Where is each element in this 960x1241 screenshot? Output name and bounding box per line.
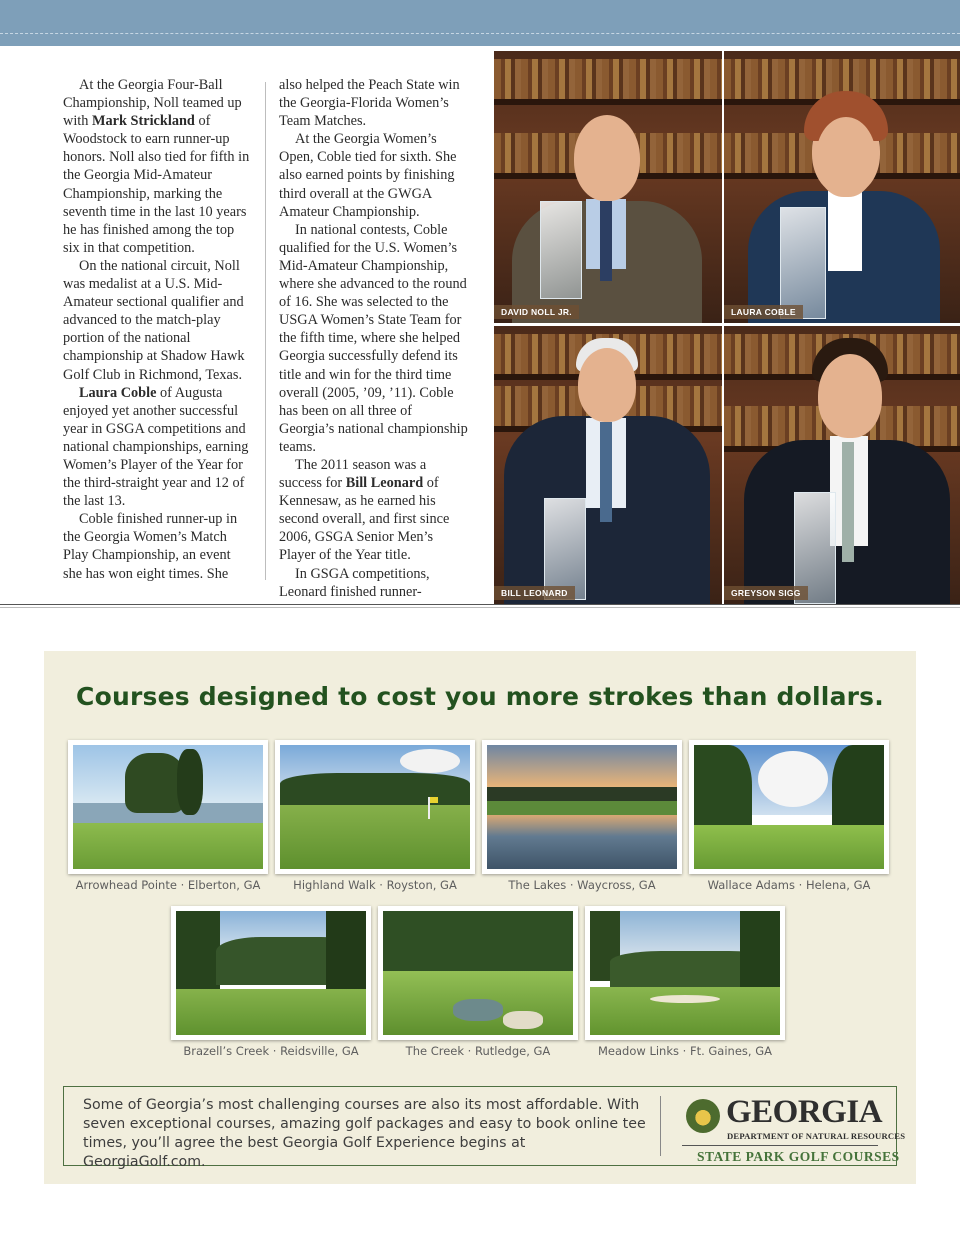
article-paragraph — [279, 565, 469, 601]
course-photo — [590, 911, 780, 1035]
logo-wordmark: GEORGIA — [726, 1094, 883, 1130]
course-the-lakes — [482, 740, 682, 892]
course-caption: The Creek · Rutledge, GA — [405, 1044, 551, 1058]
person-head — [574, 115, 640, 201]
course-caption: Highland Walk · Royston, GA — [293, 878, 457, 892]
course-the-creek — [378, 906, 578, 1058]
course-meadow-links — [585, 906, 785, 1058]
page-header-band — [0, 0, 960, 46]
course-caption: The Lakes · Waycross, GA — [508, 878, 656, 892]
article-paragraph — [279, 456, 469, 565]
article-paragraph — [279, 130, 469, 220]
course-photo — [487, 745, 677, 869]
column-divider — [265, 82, 266, 580]
photo-greyson-sigg — [724, 326, 960, 604]
photo-caption: LAURA COBLE — [724, 305, 803, 319]
article-paragraph — [279, 76, 469, 130]
person-name: Laura Coble — [79, 384, 157, 401]
photo-bill-leonard — [494, 326, 722, 604]
header-dashed-rule — [0, 33, 960, 34]
course-highland-walk — [275, 740, 475, 892]
article-paragraph — [63, 384, 253, 511]
course-caption: Arrowhead Pointe · Elberton, GA — [75, 878, 261, 892]
course-arrowhead-pointe — [68, 740, 268, 892]
article-paragraph — [63, 510, 253, 582]
article-column-1 — [63, 76, 253, 583]
course-photo — [73, 745, 263, 869]
logo-rule — [682, 1145, 878, 1146]
article-paragraph — [63, 76, 253, 257]
article-bottom-rule — [0, 604, 960, 605]
photo-caption: DAVID NOLL JR. — [494, 305, 579, 319]
ad-headline: Courses designed to cost you more strokes than dollars. — [76, 682, 884, 711]
trophy-icon — [780, 207, 826, 319]
person-head — [818, 354, 882, 438]
ad-body-text: Some of Georgia’s most challenging courses are also its most affordable. With seven exceptional courses, amazing golf packages and easy to book online tee times, you’ll agree the best Georgia Golf Experience begins at GeorgiaGolf.com. — [83, 1097, 646, 1170]
article-paragraph — [279, 221, 469, 456]
paragraph-text: At the Georgia Four-Ball Championship, Noll teamed up with — [63, 77, 242, 130]
paragraph-text: of Augusta enjoyed yet another successful year in GSGA competitions and national championships, earning Women’s Player of the Year for the third-straight year and 12 of the last 13. — [63, 384, 249, 510]
course-photo — [383, 911, 573, 1035]
article-column-2 — [279, 76, 469, 601]
trophy-icon — [544, 498, 586, 600]
person-head — [578, 348, 636, 422]
article-paragraph — [63, 257, 253, 384]
person-name: Bill Leonard — [345, 475, 424, 492]
paragraph-text: Coble finished runner-up in the Georgia Women’s Match Play Championship, an event she has won eight times. She — [63, 511, 238, 582]
course-photo — [280, 745, 470, 869]
paragraph-text: also helped the Peach State win the Georgia-Florida Women’s Team Matches. — [279, 77, 460, 130]
paragraph-text: In GSGA competitions, Leonard finished runner- — [279, 565, 430, 600]
course-caption: Meadow Links · Ft. Gaines, GA — [598, 1044, 772, 1058]
logo-subtitle: STATE PARK GOLF COURSES — [697, 1149, 900, 1164]
photo-laura-coble — [724, 51, 960, 323]
paragraph-text: On the national circuit, Noll was medalist at a U.S. Mid-Amateur sectional qualifier and advanced to the match-play portion of the national championship at Shadow Hawk Golf Club in Richmond, Texas. — [63, 257, 245, 383]
golf-advertisement — [44, 651, 916, 1184]
paragraph-text: In national contests, Coble qualified for the U.S. Women’s Mid-Amateur Championship, where she advanced to the round of 16. She was selected to the USGA Women’s State Team for the fifth time, where she helped Georgia successfully defend its title and win for the third time overall (2005, ’09, ’11). Coble has been on all three of Georgia’s national championship teams. — [279, 221, 468, 455]
course-photo — [176, 911, 366, 1035]
article-bottom-rule-light — [0, 607, 960, 608]
paragraph-text: of Kennesaw, as he earned his second overall, and first since 2006, GSGA Senior Men’s Player of the Year title. — [279, 475, 450, 564]
photo-david-noll — [494, 51, 722, 323]
trophy-icon — [540, 201, 582, 299]
paragraph-text: At the Georgia Women’s Open, Coble tied for sixth. She also earned points by finishing third overall at the GWGA Amateur Championship. — [279, 131, 457, 220]
course-caption: Brazell’s Creek · Reidsville, GA — [183, 1044, 359, 1058]
photo-caption: GREYSON SIGG — [724, 586, 808, 600]
course-photo — [694, 745, 884, 869]
paragraph-text: of Woodstock to earn runner-up honors. Noll also tied for fifth in the Georgia Mid-Amateur Championship, marking the seventh time in the last 10 years he has finished among the top six in that competition. — [63, 113, 250, 256]
ad-divider — [660, 1096, 661, 1156]
georgia-dnr-logo — [682, 1094, 906, 1164]
ad-info-box — [63, 1086, 906, 1170]
georgia-seal-icon — [686, 1099, 720, 1133]
course-wallace-adams — [689, 740, 889, 892]
course-brazells-creek — [171, 906, 371, 1058]
logo-department: DEPARTMENT OF NATURAL RESOURCES — [727, 1131, 906, 1141]
photo-caption: BILL LEONARD — [494, 586, 575, 600]
person-name: Mark Strickland — [92, 113, 195, 130]
paragraph-text: The 2011 season was a success for — [279, 456, 427, 492]
course-caption: Wallace Adams · Helena, GA — [707, 878, 871, 892]
